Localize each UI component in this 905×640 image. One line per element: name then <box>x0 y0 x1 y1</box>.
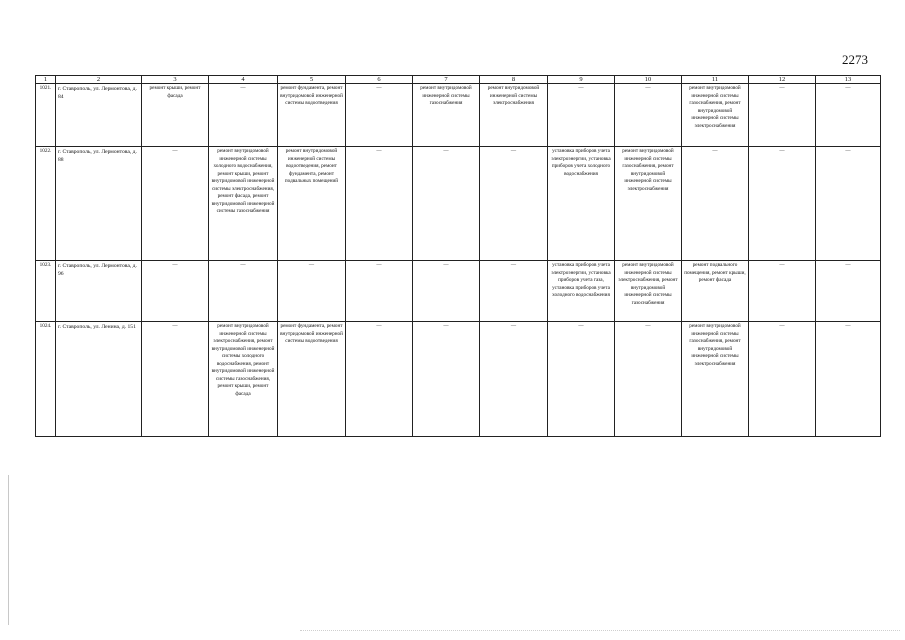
column-header: 7 <box>413 76 480 84</box>
work-cell: — <box>816 261 881 322</box>
work-cell: — <box>816 147 881 261</box>
column-number-row <box>36 76 881 84</box>
scan-artifact-line <box>300 630 900 632</box>
work-cell: ремонт внутридомовой инженерной системы газоснабжения, ремонт внутридомовой инженерной системы электроснабжения <box>615 147 682 261</box>
work-cell: — <box>413 147 480 261</box>
work-cell: — <box>142 147 209 261</box>
work-cell: — <box>816 84 881 147</box>
column-header: 2 <box>56 76 142 84</box>
table-row <box>36 84 881 147</box>
work-cell: — <box>480 147 548 261</box>
work-cell: ремонт внутридомовой инженерной системы электроснабжения <box>480 84 548 147</box>
work-cell: ремонт внутридомовой инженерной системы электроснабжения, ремонт внутридомовой инженерной системы холодного водоснабжения, ремонт внутридомовой инженерной системы газоснабжения, ремонт крыши, ремонт фасада <box>209 322 278 437</box>
work-cell: установка приборов учета электроэнергии, установка приборов учета холодного водоснабжения <box>548 147 615 261</box>
work-cell: — <box>548 84 615 147</box>
work-cell: — <box>346 84 413 147</box>
address-cell: г. Ставрополь, ул. Лермонтова, д. 84 <box>56 84 142 147</box>
work-cell: — <box>142 261 209 322</box>
work-cell: ремонт внутридомовой инженерной системы водоотведения, ремонт фундамента, ремонт подвальных помещений <box>278 147 346 261</box>
scan-margin-line <box>8 475 9 625</box>
column-header: 3 <box>142 76 209 84</box>
work-cell: — <box>480 261 548 322</box>
work-cell: — <box>346 261 413 322</box>
row-number: 1022. <box>36 147 56 261</box>
work-cell: — <box>749 322 816 437</box>
repair-schedule-table <box>35 75 881 437</box>
address-cell: г. Ставрополь, ул. Лермонтова, д. 96 <box>56 261 142 322</box>
column-header: 6 <box>346 76 413 84</box>
work-cell: — <box>413 261 480 322</box>
work-cell: — <box>749 84 816 147</box>
work-cell: — <box>209 261 278 322</box>
work-cell: — <box>749 261 816 322</box>
page-number: 2273 <box>842 52 868 67</box>
work-cell: — <box>682 147 749 261</box>
work-cell: — <box>480 322 548 437</box>
address-cell: г. Ставрополь, ул. Ленина, д. 151 <box>56 322 142 437</box>
work-cell: — <box>749 147 816 261</box>
column-header: 11 <box>682 76 749 84</box>
work-cell: ремонт подвального помещения, ремонт крыши, ремонт фасада <box>682 261 749 322</box>
work-cell: — <box>346 147 413 261</box>
work-cell: — <box>615 322 682 437</box>
work-cell: ремонт внутридомовой инженерной системы газоснабжения, ремонт внутридомовой инженерной системы электроснабжения <box>682 322 749 437</box>
column-header: 10 <box>615 76 682 84</box>
work-cell: установка приборов учета электроэнергии, установка приборов учета газа, установка приборов учета холодного водоснабжения <box>548 261 615 322</box>
work-cell: ремонт внутридомовой инженерной системы газоснабжения <box>413 84 480 147</box>
work-cell: — <box>413 322 480 437</box>
column-header: 1 <box>36 76 56 84</box>
work-cell: ремонт фундамента, ремонт внутридомовой инженерной системы водоотведения <box>278 322 346 437</box>
work-cell: — <box>209 84 278 147</box>
work-cell: ремонт фундамента, ремонт внутридомовой инженерной системы водоотведения <box>278 84 346 147</box>
row-number: 1024. <box>36 322 56 437</box>
table-row <box>36 147 881 261</box>
work-cell: — <box>615 84 682 147</box>
column-header: 4 <box>209 76 278 84</box>
work-cell: — <box>278 261 346 322</box>
column-header: 9 <box>548 76 615 84</box>
row-number: 1023. <box>36 261 56 322</box>
column-header: 5 <box>278 76 346 84</box>
table-row <box>36 261 881 322</box>
work-cell: — <box>816 322 881 437</box>
work-cell: ремонт внутридомовой инженерной системы электроснабжения, ремонт внутридомовой инженерной системы газоснабжения <box>615 261 682 322</box>
column-header: 8 <box>480 76 548 84</box>
work-cell: — <box>346 322 413 437</box>
column-header: 13 <box>816 76 881 84</box>
work-cell: ремонт крыши, ремонт фасада <box>142 84 209 147</box>
row-number: 1021. <box>36 84 56 147</box>
table-row <box>36 322 881 437</box>
address-cell: г. Ставрополь, ул. Лермонтова, д. 88 <box>56 147 142 261</box>
work-cell: ремонт внутридомовой инженерной системы холодного водоснабжения, ремонт крыши, ремонт внутридомовой инженерной системы электроснабжения, ремонт фасада, ремонт внутридомовой инженерной системы газоснабжения <box>209 147 278 261</box>
work-cell: — <box>142 322 209 437</box>
work-cell: — <box>548 322 615 437</box>
column-header: 12 <box>749 76 816 84</box>
work-cell: ремонт внутридомовой инженерной системы газоснабжения, ремонт внутридомовой инженерной системы электроснабжения <box>682 84 749 147</box>
